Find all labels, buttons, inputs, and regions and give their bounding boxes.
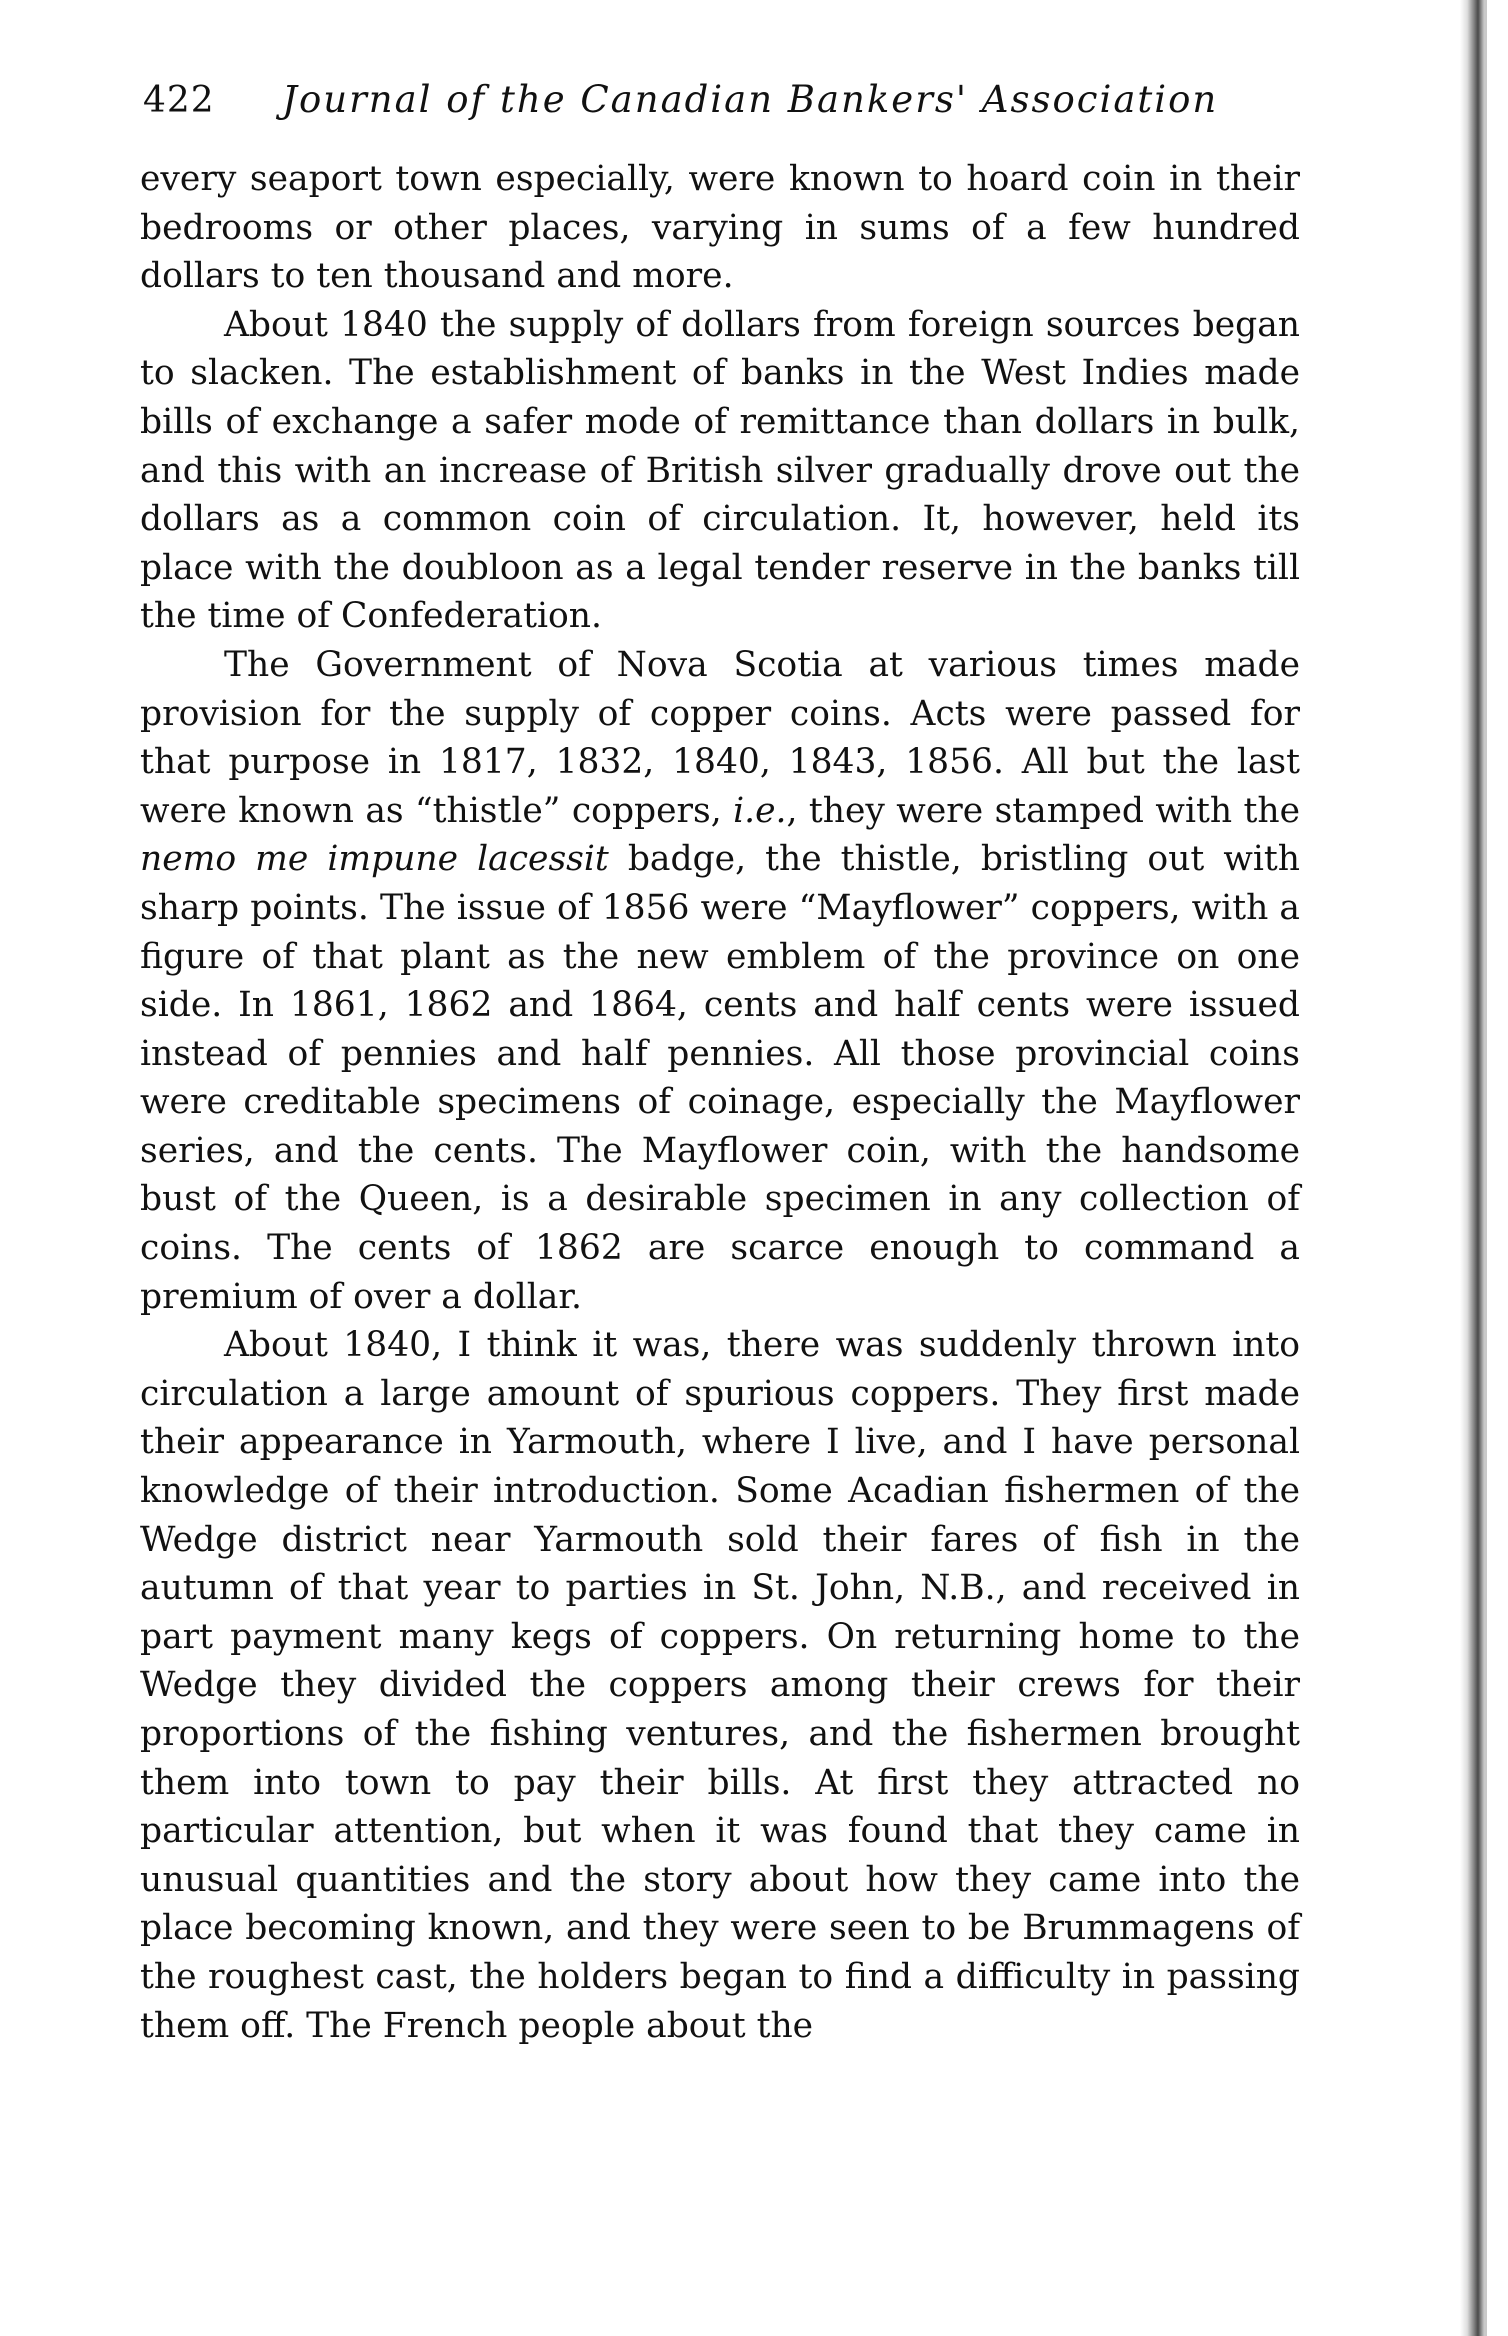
paragraph-1-text: every seaport town especially, were known to hoard coin in their bedrooms or other places, varying in sums of a few hundred dollars to ten thousand and more. <box>140 159 1300 297</box>
body-text <box>140 155 1300 2050</box>
running-header <box>143 70 1293 130</box>
page-number: 422 <box>143 80 215 121</box>
paragraph-4 <box>140 1321 1300 2050</box>
paragraph-2-text: About 1840 the supply of dollars from foreign sources began to slacken. The establishment of banks in the West Indies made bills of exchange a safer mode of remittance than dollars in bulk, and this with an increase of British silver gradually drove out the dollars as a common coin of circulation. It, however, held its place with the doubloon as a legal tender reserve in the banks till the time of Confederation. <box>140 304 1300 637</box>
page-binding-line <box>1484 0 1487 2336</box>
paragraph-2 <box>140 301 1300 641</box>
latin-motto: nemo me impune lacessit <box>140 839 609 880</box>
paragraph-1 <box>140 155 1300 301</box>
paragraph-3-text-3: badge, the thistle, bristling out with sharp points. The issue of 1856 were “Mayflower” coppers, with a figure of that plant as the new emblem of the province on one side. In 1861, 1862 and 1864, cents and half cents were issued instead of pennies and half pennies. All those provincial coins were creditable specimens of coinage, especially the Mayflower series, and the cents. The Mayflower coin, with the handsome bust of the Queen, is a desirable specimen in any collection of coins. The cents of 1862 are scarce enough to command a premium of over a dollar. <box>140 839 1300 1317</box>
paragraph-3 <box>140 641 1300 1321</box>
ie-abbreviation: i.e. <box>733 790 787 831</box>
paragraph-3-text-2: , they were stamped with the <box>786 790 1300 831</box>
paragraph-4-text: About 1840, I think it was, there was suddenly thrown into circulation a large amount of spurious coppers. They first made their appearance in Yarmouth, where I live, and I have personal knowledge of their introduction. Some Acadian fishermen of the Wedge district near Yarmouth sold their fares of fish in the autumn of that year to parties in St. John, N.B., and received in part payment many kegs of coppers. On returning home to the Wedge they divided the coppers among their crews for their proportions of the fishing ventures, and the fishermen brought them into town to pay their bills. At first they attracted no particular attention, but when it was found that they came in unusual quantities and the story about how they came into the place becoming known, and they were seen to be Brummagens of the roughest cast, the holders began to find a difficulty in passing them off. The French people about the <box>140 1325 1300 2046</box>
paragraph-3-text-1: The Government of Nova Scotia at various times made provision for the supply of copper coins. Acts were passed for that purpose in 1817, 1832, 1840, 1843, 1856. All but the last were known as “thistle” coppers, <box>140 644 1300 831</box>
page-binding-edge <box>1460 0 1484 2336</box>
journal-title: Journal of the Canadian Bankers' Association <box>282 78 1219 121</box>
